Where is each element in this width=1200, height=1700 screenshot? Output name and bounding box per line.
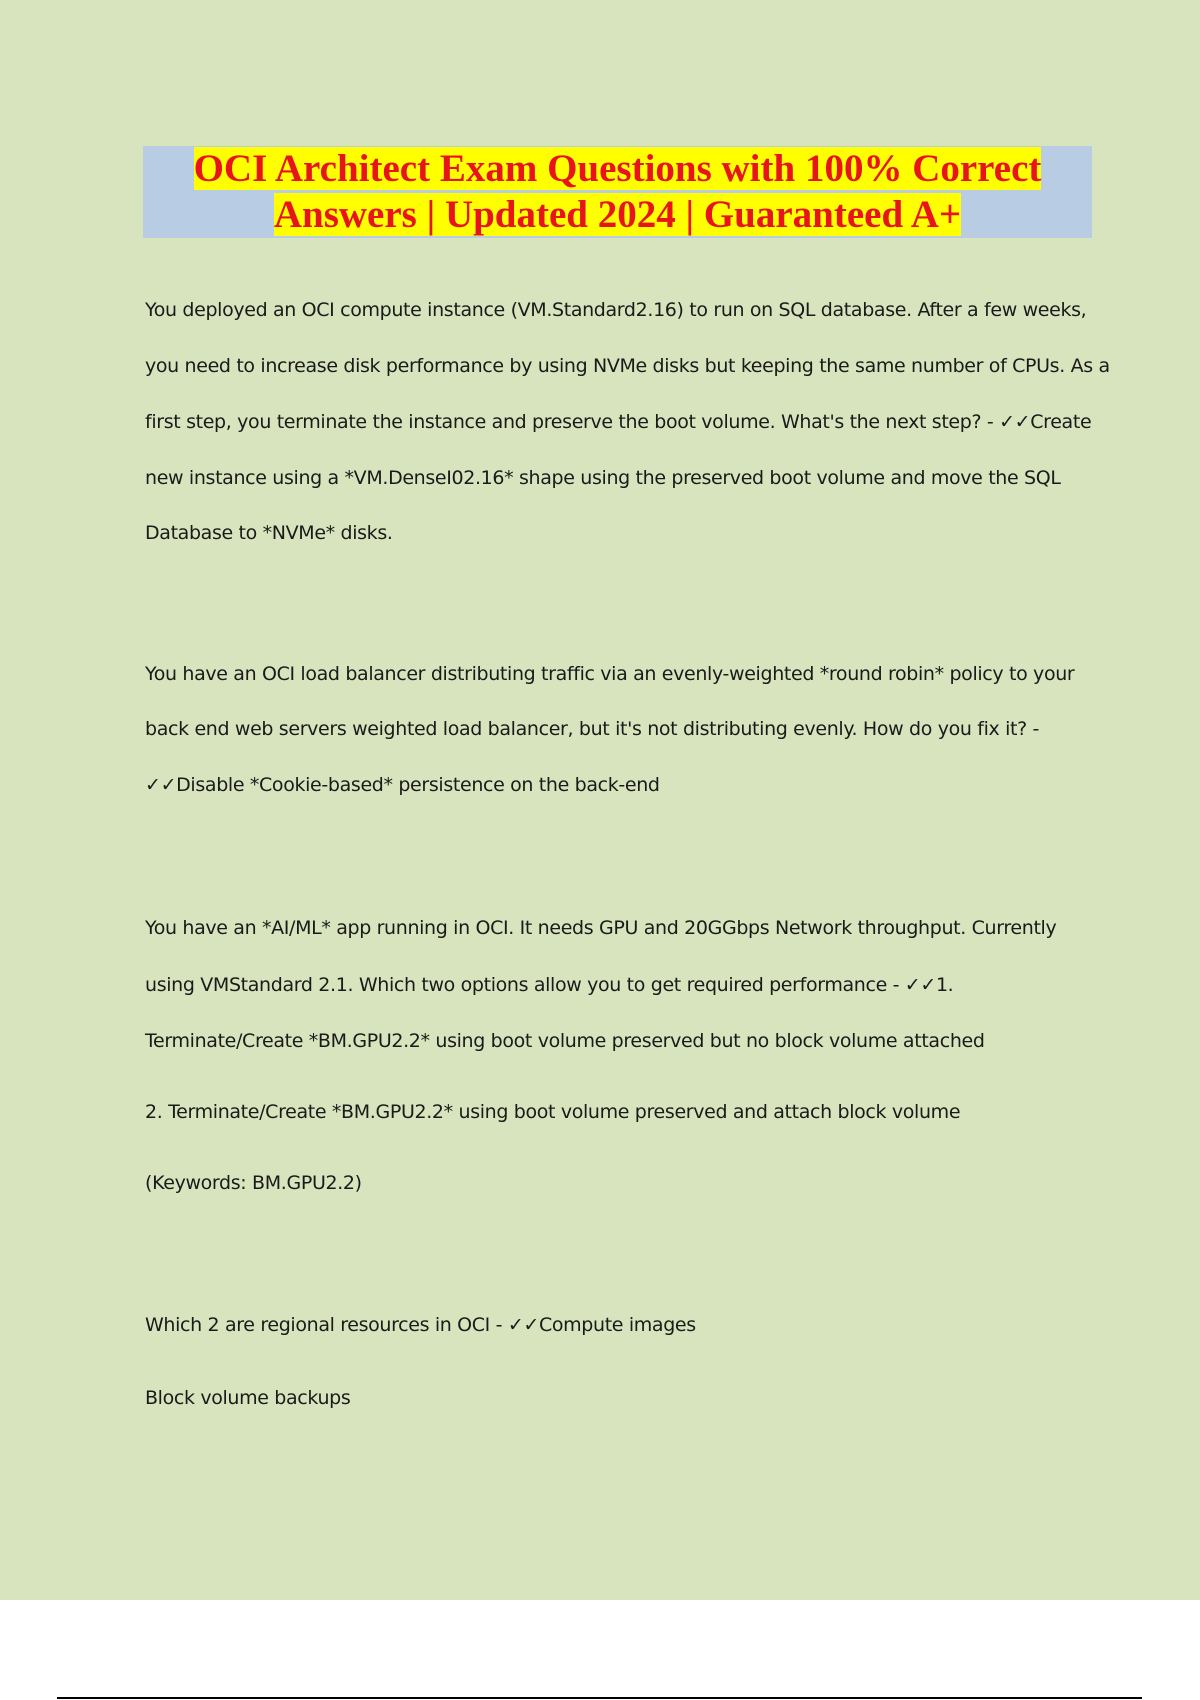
footer-rule [57,1697,1142,1699]
question-2-line-1: You have an OCI load balancer distributing traffic via an evenly-weighted *round robin* policy to your [145,663,1075,685]
question-1-line-4: new instance using a *VM.DenseI02.16* shape using the preserved boot volume and move the SQL [145,467,1061,489]
question-3-line-5: (Keywords: BM.GPU2.2) [145,1172,362,1194]
title-line-1: OCI Architect Exam Questions with 100% Correct [193,147,1042,190]
question-2-line-2: back end web servers weighted load balancer, but it's not distributing evenly. How do you fix it? - [145,718,1040,740]
question-4-line-2: Block volume backups [145,1387,351,1409]
question-1-line-5: Database to *NVMe* disks. [145,522,393,544]
question-3-line-4: 2. Terminate/Create *BM.GPU2.2* using boot volume preserved and attach block volume [145,1101,961,1123]
question-1-line-1: You deployed an OCI compute instance (VM.Standard2.16) to run on SQL database. After a few weeks, [145,299,1087,321]
title-line-2: Answers | Updated 2024 | Guaranteed A+ [273,193,962,236]
question-4-line-1: Which 2 are regional resources in OCI - ✓✓Compute images [145,1314,696,1336]
question-1-line-2: you need to increase disk performance by using NVMe disks but keeping the same number of CPUs. As a [145,355,1110,377]
question-3-line-1: You have an *AI/ML* app running in OCI. It needs GPU and 20GGbps Network throughput. Currently [145,917,1057,939]
question-3-line-2: using VMStandard 2.1. Which two options allow you to get required performance - ✓✓1. [145,974,954,996]
document-title [143,146,1092,238]
question-3-line-3: Terminate/Create *BM.GPU2.2* using boot volume preserved but no block volume attached [145,1030,985,1052]
question-2-line-3: ✓✓Disable *Cookie-based* persistence on the back-end [145,774,660,796]
question-1-line-3: first step, you terminate the instance and preserve the boot volume. What's the next step? - ✓✓Create [145,411,1092,433]
